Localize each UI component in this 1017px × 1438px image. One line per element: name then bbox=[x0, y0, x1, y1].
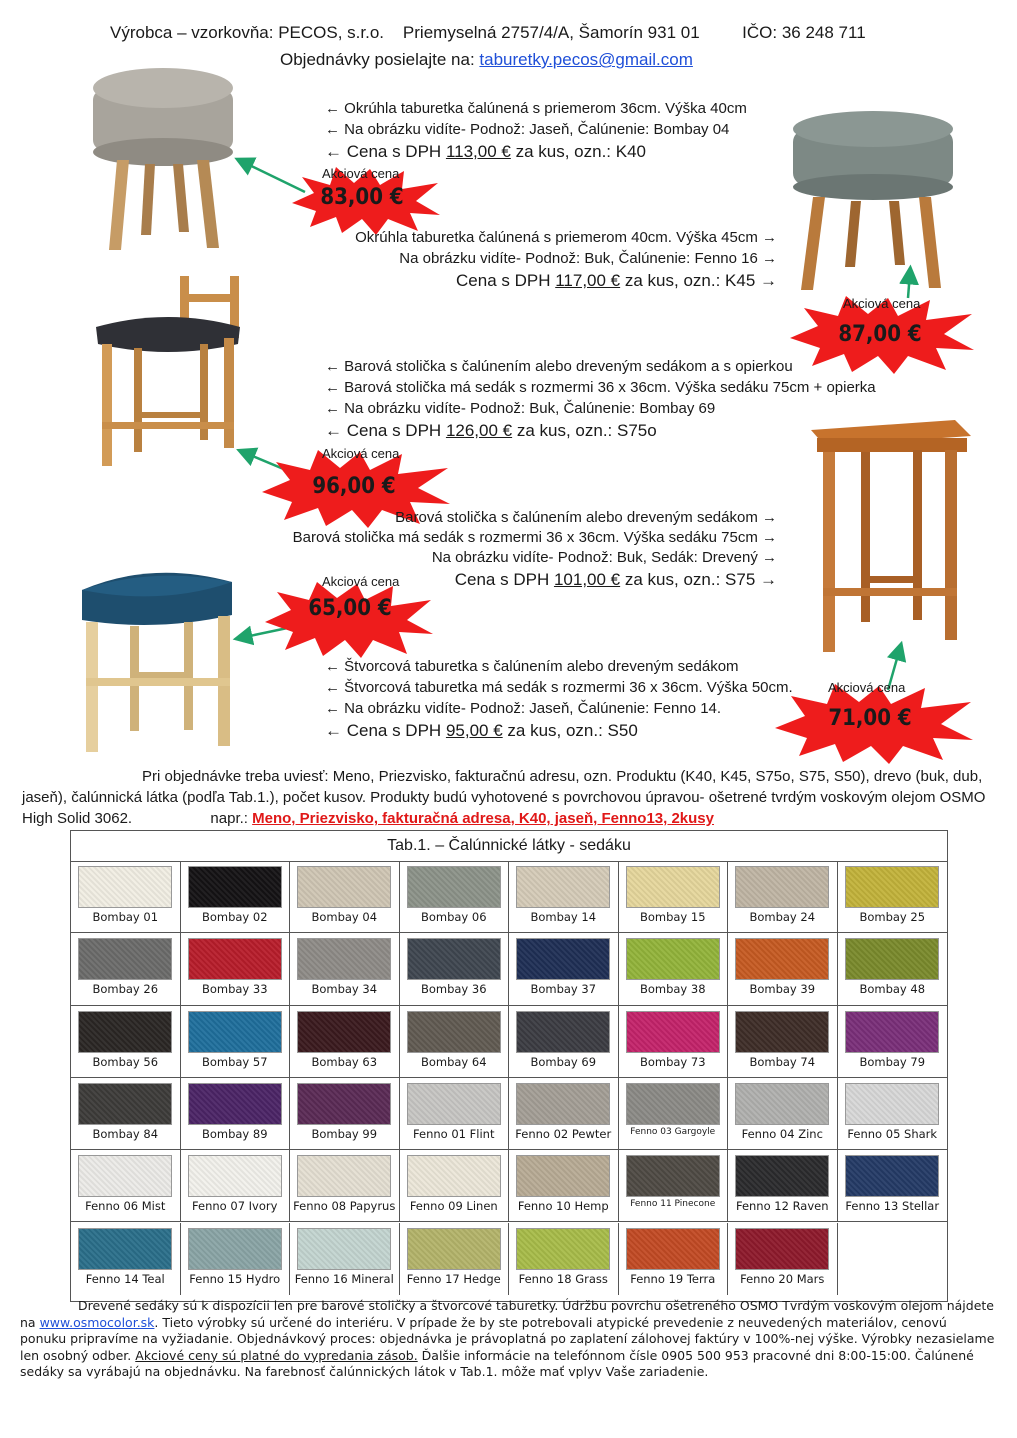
fabric-name: Bombay 26 bbox=[92, 982, 159, 997]
fabric-cell bbox=[838, 1150, 948, 1222]
k45-price: 117,00 € bbox=[555, 271, 621, 290]
fabric-name: Fenno 13 Stellar bbox=[845, 1199, 940, 1214]
fabric-swatch bbox=[626, 866, 720, 908]
order-info bbox=[22, 766, 997, 829]
fabric-cell bbox=[728, 1150, 838, 1222]
fabric-cell bbox=[509, 933, 619, 1005]
order-example-prefix: napr.: bbox=[210, 810, 248, 827]
fabric-name: Bombay 74 bbox=[749, 1054, 816, 1069]
order-email-link[interactable]: taburetky.pecos@gmail.com bbox=[479, 50, 693, 69]
fabric-swatch bbox=[626, 1083, 720, 1125]
fabric-swatch bbox=[735, 938, 829, 980]
promo-price-s75o: 96,00 € bbox=[312, 474, 396, 499]
fabric-name: Fenno 07 Ivory bbox=[192, 1199, 278, 1214]
k45-desc-1: Okrúhla taburetka čalúnená s priemerom 40cm. Výška 45cm → bbox=[355, 229, 777, 246]
promo-label-s75: Akciová cena bbox=[828, 680, 906, 695]
s75-desc-2: Barová stolička má sedák s rozmermi 36 x 36cm. Výška sedáku 75cm → bbox=[292, 529, 777, 546]
fabric-cell bbox=[509, 1150, 619, 1222]
s75o-desc-1: ← Barová stolička s čalúnením alebo dreveným sedákom a s opierkou bbox=[325, 358, 793, 375]
fabric-cell bbox=[619, 1078, 729, 1150]
fabric-cell bbox=[728, 1078, 838, 1150]
fabric-swatch bbox=[78, 1228, 172, 1270]
fabric-swatch bbox=[407, 1011, 501, 1053]
promo-label-s75o: Akciová cena bbox=[322, 446, 400, 461]
fabric-name: Fenno 12 Raven bbox=[735, 1199, 829, 1214]
promo-price-s75: 71,00 € bbox=[828, 706, 912, 731]
fabric-swatch bbox=[845, 1011, 939, 1053]
s50-desc-3: ← Na obrázku vidíte- Podnož: Jaseň, Čalúnenie: Fenno 14. bbox=[325, 700, 722, 717]
promo-label-k45: Akciová cena bbox=[843, 296, 921, 311]
order-example: Meno, Priezvisko, fakturačná adresa, K40, jaseň, Fenno13, 2kusy bbox=[252, 810, 714, 827]
fabric-name: Bombay 79 bbox=[859, 1054, 926, 1069]
fabric-cell bbox=[290, 933, 400, 1005]
fabric-cell bbox=[290, 1006, 400, 1078]
k40-price-line: ← Cena s DPH 113,00 € za kus, ozn.: K40 bbox=[325, 142, 646, 161]
fabric-swatch bbox=[188, 1155, 282, 1197]
fabric-name: Bombay 99 bbox=[311, 1126, 378, 1141]
fabric-cell bbox=[619, 933, 729, 1005]
fabric-name: Bombay 14 bbox=[530, 910, 597, 924]
fabric-name: Bombay 89 bbox=[201, 1126, 268, 1141]
fabric-swatch bbox=[78, 938, 172, 980]
fabric-name: Fenno 05 Shark bbox=[847, 1126, 938, 1141]
s50-price: 95,00 € bbox=[445, 721, 503, 740]
fabric-swatch bbox=[188, 938, 282, 980]
fabric-name: Bombay 38 bbox=[639, 982, 706, 997]
fabric-swatch bbox=[516, 1155, 610, 1197]
fabric-swatch bbox=[626, 1228, 720, 1270]
fabric-cell bbox=[509, 861, 619, 933]
fabric-name: Fenno 15 Hydro bbox=[189, 1271, 281, 1286]
fabric-name: Fenno 10 Hemp bbox=[517, 1199, 609, 1214]
fabric-name: Bombay 37 bbox=[530, 982, 597, 997]
fabric-name: Bombay 15 bbox=[639, 910, 706, 924]
fabric-swatch bbox=[735, 866, 829, 908]
fabric-cell bbox=[728, 1006, 838, 1078]
fabric-name: Fenno 03 Gargoyle bbox=[630, 1126, 716, 1137]
fabric-swatch bbox=[407, 938, 501, 980]
fabric-name: Fenno 06 Mist bbox=[85, 1199, 166, 1214]
fabric-swatch bbox=[516, 938, 610, 980]
fabric-swatch bbox=[78, 866, 172, 908]
fabric-name: Bombay 06 bbox=[420, 910, 487, 924]
fabric-cell bbox=[509, 1078, 619, 1150]
fabric-cell bbox=[400, 1223, 510, 1295]
fabric-name: Bombay 01 bbox=[92, 910, 159, 924]
fabric-cell bbox=[838, 861, 948, 933]
fabric-cell bbox=[71, 1078, 181, 1150]
fabric-swatch bbox=[407, 1083, 501, 1125]
s50-desc-1: ← Štvorcová taburetka s čalúnením alebo dreveným sedákom bbox=[325, 658, 739, 675]
fabric-cell bbox=[838, 933, 948, 1005]
fabric-swatch bbox=[188, 866, 282, 908]
company-name: Výrobca – vzorkovňa: PECOS, s.r.o. bbox=[110, 23, 385, 42]
fabric-swatch bbox=[845, 1083, 939, 1125]
fabric-cell bbox=[71, 1150, 181, 1222]
fabric-name: Bombay 57 bbox=[201, 1054, 268, 1069]
s75o-price: 126,00 € bbox=[445, 421, 513, 440]
fabric-name: Bombay 69 bbox=[530, 1054, 597, 1069]
promo-price-k45: 87,00 € bbox=[838, 322, 922, 347]
fabric-swatch bbox=[407, 1228, 501, 1270]
fabric-name: Fenno 16 Mineral bbox=[294, 1271, 394, 1286]
fabric-cell bbox=[728, 933, 838, 1005]
fabric-name: Fenno 04 Zinc bbox=[741, 1126, 823, 1141]
fabric-cell bbox=[181, 1006, 291, 1078]
fabric-cell bbox=[71, 933, 181, 1005]
fabric-name: Bombay 33 bbox=[201, 982, 268, 997]
fabric-swatch bbox=[626, 1155, 720, 1197]
fabric-swatch bbox=[188, 1083, 282, 1125]
fabric-swatch bbox=[297, 1155, 391, 1197]
fabric-swatch bbox=[78, 1083, 172, 1125]
fabric-swatch bbox=[188, 1228, 282, 1270]
footer-notes bbox=[20, 1298, 995, 1381]
s75o-desc-2: ← Barová stolička má sedák s rozmermi 36 x 36cm. Výška sedáku 75cm + opierka bbox=[325, 379, 876, 396]
fabric-swatch bbox=[297, 1083, 391, 1125]
k45-price-line: Cena s DPH 117,00 € za kus, ozn.: K45 → bbox=[456, 271, 777, 290]
fabric-cell bbox=[71, 1223, 181, 1295]
fabric-cell bbox=[290, 1078, 400, 1150]
fabric-name: Fenno 01 Flint bbox=[413, 1126, 495, 1141]
fabric-cell bbox=[509, 1223, 619, 1295]
fabric-cell bbox=[619, 1150, 729, 1222]
fabric-name: Bombay 84 bbox=[92, 1126, 159, 1141]
fabric-swatch bbox=[735, 1011, 829, 1053]
promo-label-s50: Akciová cena bbox=[322, 574, 400, 589]
fabric-cell bbox=[71, 861, 181, 933]
fabric-name: Bombay 48 bbox=[859, 982, 926, 997]
fabric-swatch bbox=[516, 1011, 610, 1053]
fabric-cell bbox=[290, 1150, 400, 1222]
fabric-cell bbox=[181, 861, 291, 933]
k40-desc-1: ← Okrúhla taburetka čalúnená s priemerom 36cm. Výška 40cm bbox=[325, 100, 747, 117]
promo-price-s50: 65,00 € bbox=[308, 596, 392, 621]
fabric-cell-empty bbox=[838, 1223, 948, 1295]
fabric-cell bbox=[400, 933, 510, 1005]
fabric-cell bbox=[290, 1223, 400, 1295]
fabric-cell bbox=[400, 1078, 510, 1150]
fabric-swatch bbox=[845, 866, 939, 908]
fabric-cell bbox=[728, 861, 838, 933]
company-address: Priemyselná 2757/4/A, Šamorín 931 01 bbox=[402, 23, 700, 42]
fabric-cell bbox=[71, 1006, 181, 1078]
fabric-name: Fenno 20 Mars bbox=[740, 1271, 825, 1286]
fabric-swatch bbox=[516, 866, 610, 908]
fabric-table bbox=[70, 830, 948, 1302]
fabric-name: Bombay 02 bbox=[201, 910, 268, 924]
fabric-swatch bbox=[626, 1011, 720, 1053]
fabric-cell bbox=[619, 1006, 729, 1078]
fabric-swatch bbox=[516, 1083, 610, 1125]
order-info-text: Pri objednávke treba uviesť: Meno, Priezvisko, fakturačnú adresu, ozn. Produktu (K40, K45, S75o, S75, S50), drevo (buk, dub, jaseň), čalúnnická látka (podľa Tab.1.), počet kusov. Produkty budú vyhotovené s povrchovou úpravou- ošetrené tvrdým voskovým olejom OSMO High Solid 3062. bbox=[22, 768, 986, 827]
promo-label-k40: Akciová cena bbox=[322, 166, 400, 181]
fabric-name: Bombay 36 bbox=[420, 982, 487, 997]
fabric-cell bbox=[728, 1223, 838, 1295]
fabric-cell bbox=[400, 1150, 510, 1222]
fabric-name: Fenno 11 Pinecone bbox=[630, 1199, 716, 1210]
fabric-cell bbox=[838, 1078, 948, 1150]
fabric-name: Fenno 19 Terra bbox=[630, 1271, 716, 1286]
fabric-name: Bombay 63 bbox=[311, 1054, 378, 1069]
fabric-name: Fenno 02 Pewter bbox=[515, 1126, 612, 1141]
fabric-swatch bbox=[297, 866, 391, 908]
fabric-swatch bbox=[845, 1155, 939, 1197]
fabric-cell bbox=[400, 1006, 510, 1078]
fabric-cell bbox=[619, 861, 729, 933]
fabric-name: Bombay 73 bbox=[639, 1054, 706, 1069]
footer-promo-validity: Akciové ceny sú platné do vypredania zásob. bbox=[135, 1347, 418, 1363]
fabric-swatch bbox=[735, 1083, 829, 1125]
fabric-swatch bbox=[78, 1011, 172, 1053]
fabric-cell bbox=[181, 1223, 291, 1295]
fabric-cell bbox=[181, 1078, 291, 1150]
fabric-swatch bbox=[407, 866, 501, 908]
promo-price-k40: 83,00 € bbox=[320, 185, 404, 210]
fabric-name: Bombay 64 bbox=[420, 1054, 487, 1069]
fabric-swatch bbox=[735, 1155, 829, 1197]
fabric-name: Bombay 24 bbox=[749, 910, 816, 924]
k40-desc-2: ← Na obrázku vidíte- Podnož: Jaseň, Čalúnenie: Bombay 04 bbox=[325, 121, 730, 138]
fabric-cell bbox=[400, 861, 510, 933]
k40-price: 113,00 € bbox=[445, 142, 511, 161]
fabric-swatch bbox=[626, 938, 720, 980]
fabric-swatch bbox=[78, 1155, 172, 1197]
fabric-swatch bbox=[188, 1011, 282, 1053]
fabric-swatch bbox=[845, 938, 939, 980]
osmocolor-link[interactable]: www.osmocolor.sk bbox=[39, 1314, 155, 1330]
fabric-cell bbox=[838, 1006, 948, 1078]
s75-desc-3: Na obrázku vidíte- Podnož: Buk, Sedák: Drevený → bbox=[431, 549, 777, 566]
fabric-name: Bombay 04 bbox=[311, 910, 378, 924]
fabric-name: Fenno 09 Linen bbox=[409, 1199, 498, 1214]
s75o-price-line: ← Cena s DPH 126,00 € za kus, ozn.: S75o bbox=[325, 421, 657, 440]
fabric-name: Bombay 39 bbox=[749, 982, 816, 997]
fabric-name: Bombay 34 bbox=[311, 982, 378, 997]
s50-price-line: ← Cena s DPH 95,00 € za kus, ozn.: S50 bbox=[325, 721, 638, 740]
fabric-name: Fenno 08 Papyrus bbox=[293, 1199, 396, 1214]
k45-desc-2: Na obrázku vidíte- Podnož: Buk, Čalúnenie: Fenno 16 → bbox=[399, 250, 777, 267]
fabric-swatch bbox=[516, 1228, 610, 1270]
fabric-cell bbox=[181, 1150, 291, 1222]
s75-price-line: Cena s DPH 101,00 € za kus, ozn.: S75 → bbox=[454, 570, 777, 589]
fabric-swatch bbox=[735, 1228, 829, 1270]
fabric-name: Bombay 25 bbox=[859, 910, 926, 924]
footer-text-2: . Tieto výrobky sú určené do interiéru. V prípade že by ste potrebovali atypické prevedenie z neuvedených materiálov, cenovú ponuku pripravíme na vyžiadanie. Objednávkový proces: objednávka je právoplatná po zaplatení zálohovej faktúry v 100%-nej výške. Výrobky nezasielame len osobný odber. bbox=[20, 1314, 995, 1363]
fabric-table-title: Tab.1. – Čalúnnické látky - sedáku bbox=[71, 831, 947, 862]
fabric-swatch bbox=[297, 1011, 391, 1053]
company-ico: IČO: 36 248 711 bbox=[742, 23, 866, 42]
s75o-desc-3: ← Na obrázku vidíte- Podnož: Buk, Čalúnenie: Bombay 69 bbox=[325, 400, 716, 417]
footer-text-3: Ďalšie informácie na telefónnom čísle 0905 500 953 pracovné dni 8:00-15:00. Čalúnené sedáky sa vyrábajú na objednávku. Na farebnosť čalúnnických látok v Tab.1. môže mať vplyv Vaše zariadenie. bbox=[20, 1347, 974, 1379]
order-email-prefix: Objednávky posielajte na: bbox=[280, 50, 475, 69]
footer-text-1: Drevené sedáky sú k dispozícii len pre barové stoličky a štvorcové taburetky. Údržbu povrchu ošetreného OSMO Tvrdým voskovým olejom nájdete na bbox=[20, 1298, 994, 1330]
s75-desc-1: Barová stolička s čalúnením alebo dreveným sedákom → bbox=[395, 509, 777, 526]
s75-price: 101,00 € bbox=[553, 570, 621, 589]
fabric-name: Bombay 56 bbox=[92, 1054, 159, 1069]
fabric-swatch bbox=[407, 1155, 501, 1197]
fabric-name: Fenno 18 Grass bbox=[518, 1271, 608, 1286]
fabric-name: Fenno 14 Teal bbox=[85, 1271, 165, 1286]
fabric-swatch bbox=[297, 1228, 391, 1270]
fabric-name: Fenno 17 Hedge bbox=[406, 1271, 501, 1286]
fabric-swatch bbox=[297, 938, 391, 980]
fabric-cell bbox=[181, 933, 291, 1005]
fabric-cell bbox=[509, 1006, 619, 1078]
fabric-cell bbox=[619, 1223, 729, 1295]
s50-desc-2: ← Štvorcová taburetka má sedák s rozmermi 36 x 36cm. Výška 50cm. bbox=[325, 679, 793, 696]
fabric-cell bbox=[290, 861, 400, 933]
